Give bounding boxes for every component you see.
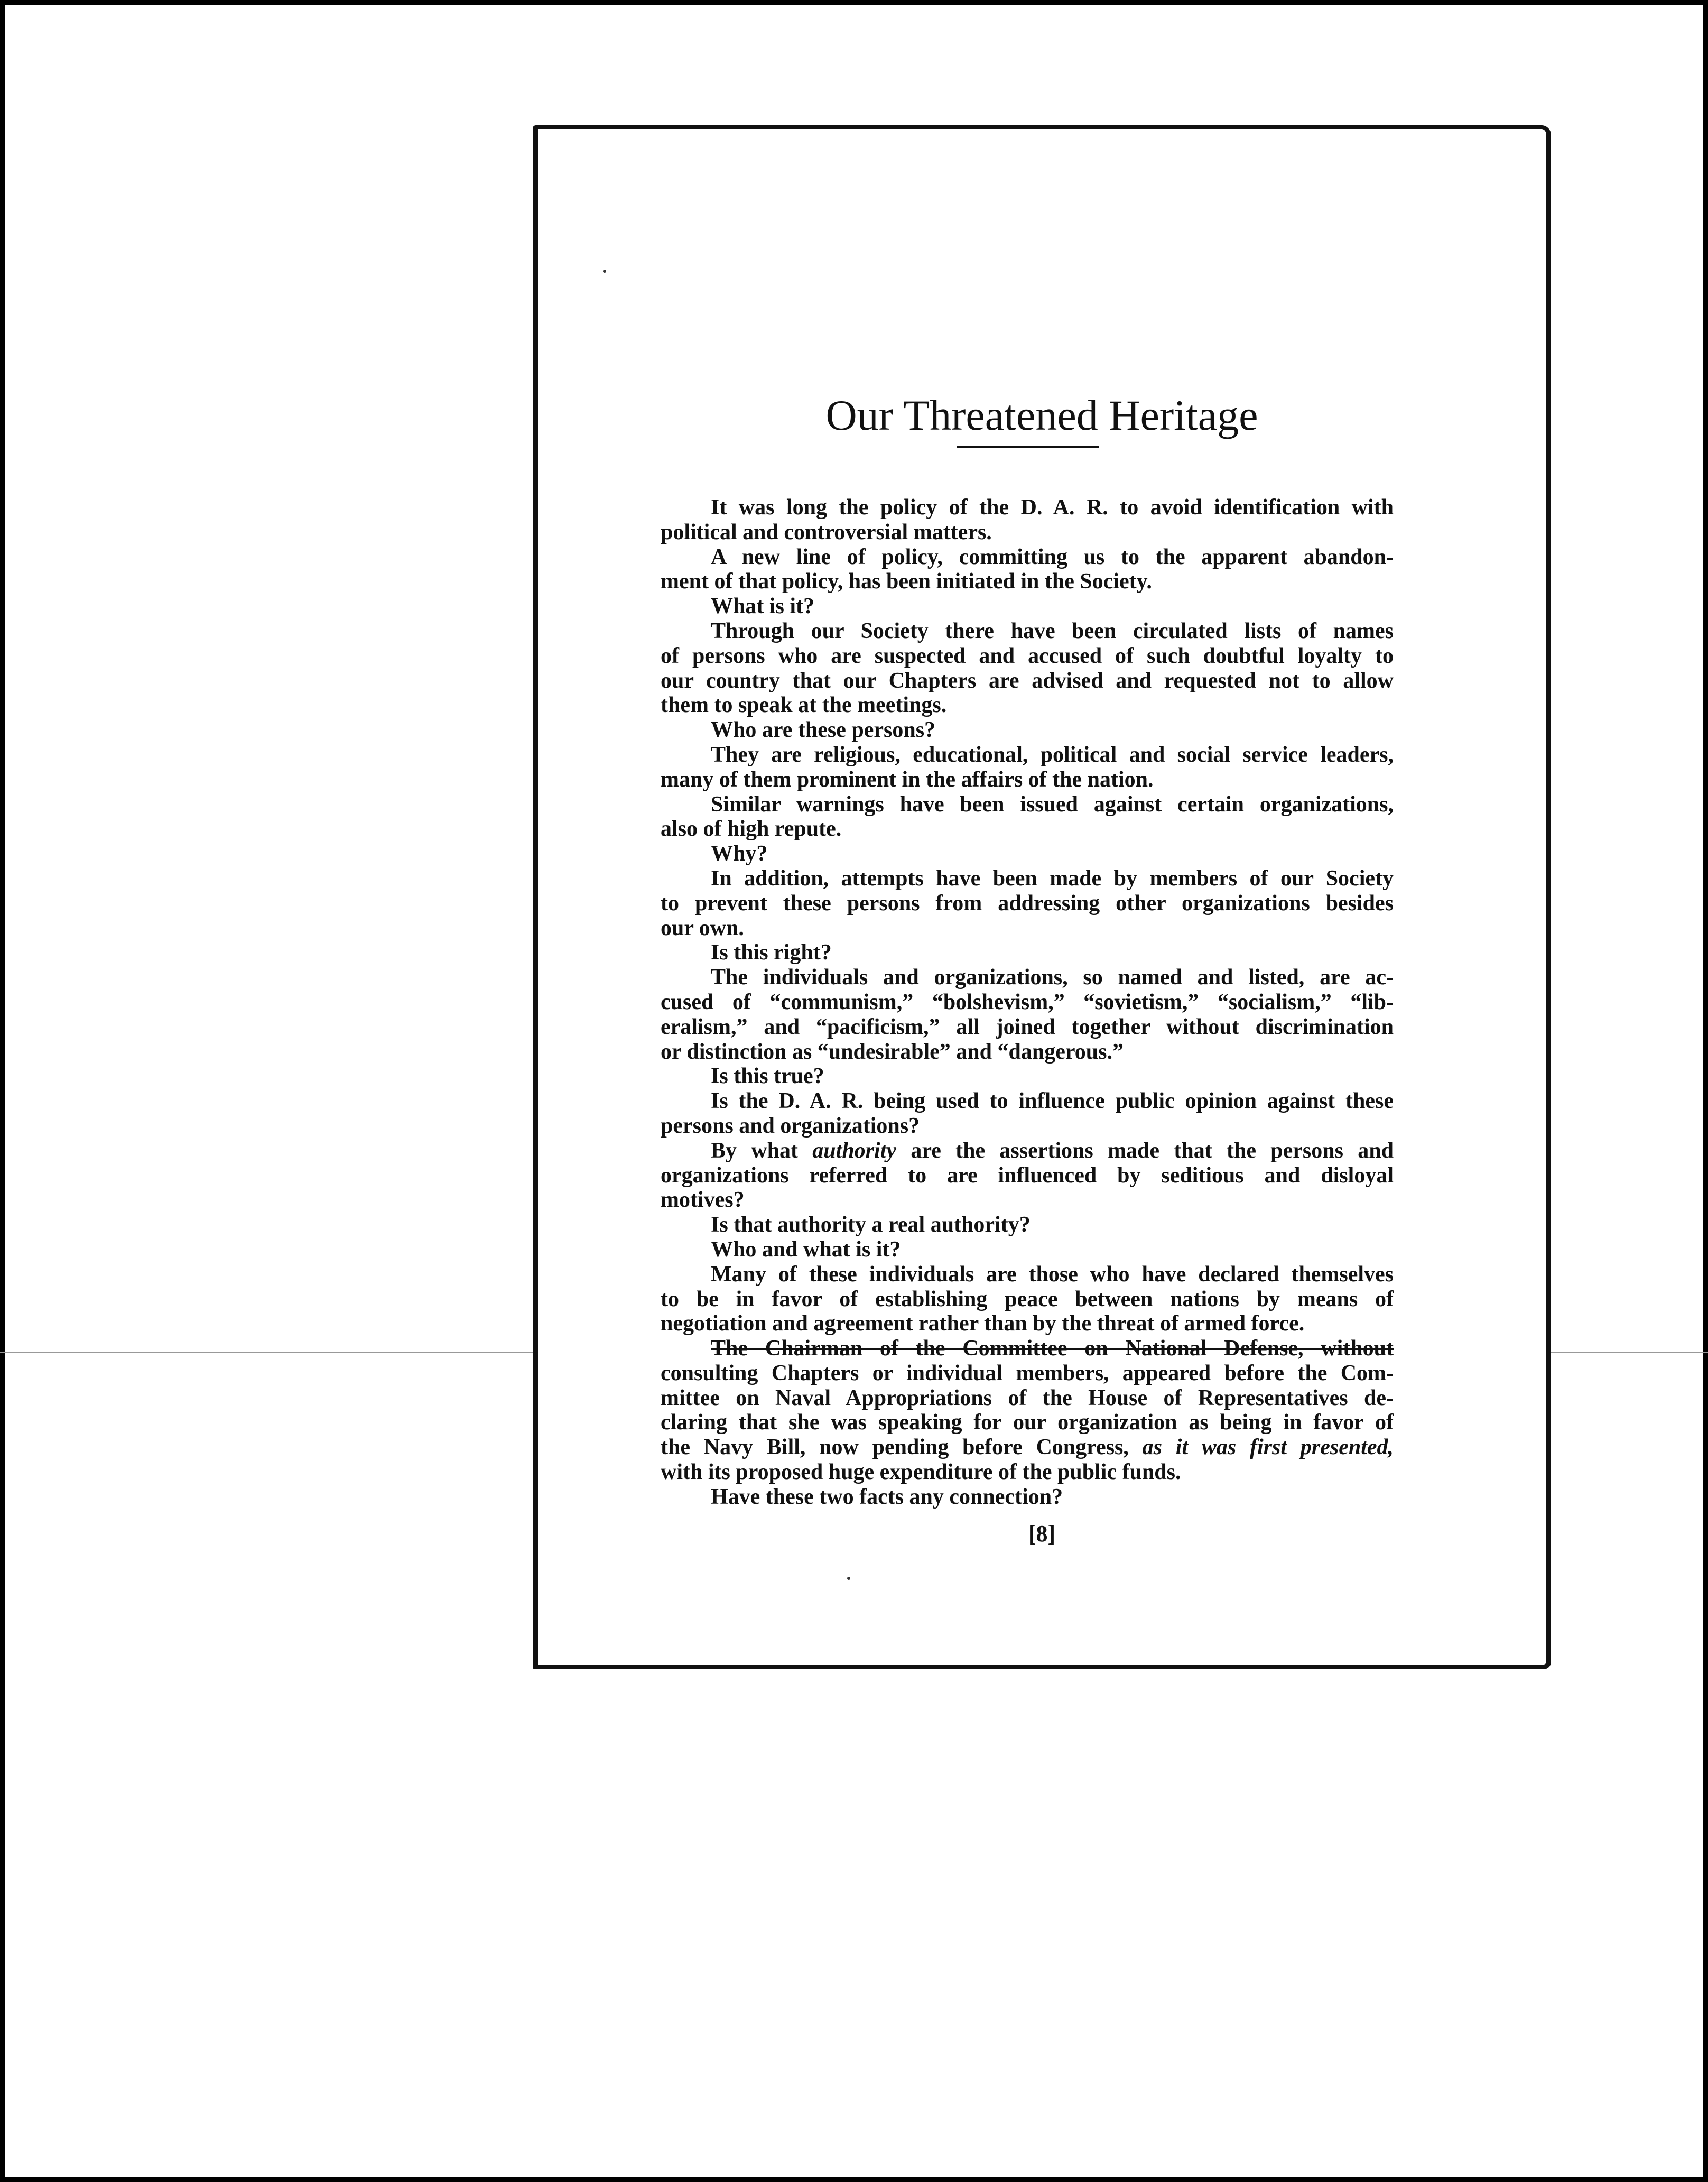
text-line: Who are these persons? [711, 718, 936, 743]
paragraph [661, 1213, 1394, 1237]
paragraph [661, 1139, 1394, 1213]
page-number: [8] [1028, 1521, 1056, 1547]
text-line: A new line of policy, committing us to the apparent abandon- [711, 544, 1394, 569]
paragraph [661, 866, 1394, 940]
document-title: Our Threatened Heritage [825, 391, 1258, 439]
paragraph [661, 792, 1394, 842]
paragraph [661, 594, 1394, 619]
text-segment: the Navy Bill, now pending before Congress, [661, 1435, 1143, 1460]
text-line: mittee on Naval Appropriations of the House of Representatives de- [661, 1385, 1394, 1410]
paragraph [661, 1064, 1394, 1089]
text-line: claring that she was speaking for our organization as being in favor of [661, 1410, 1394, 1435]
text-line: What is it? [711, 594, 815, 619]
paragraph [661, 940, 1394, 965]
text-segment: By what [711, 1138, 813, 1163]
paragraph [661, 718, 1394, 743]
paragraph [661, 495, 1394, 545]
text-line: of persons who are suspected and accused of such doubtful loyalty to [661, 643, 1394, 668]
text-line: Similar warnings have been issued against certain organizations, [711, 792, 1394, 817]
text-line: to be in favor of establishing peace between nations by means of [661, 1287, 1394, 1311]
paragraph [661, 965, 1394, 1064]
text-line: many of them prominent in the affairs of the nation. [661, 767, 1154, 792]
paragraph [661, 1485, 1394, 1510]
text-line: It was long the policy of the D. A. R. to avoid identification with [711, 495, 1394, 520]
text-line: motives? [661, 1188, 745, 1213]
text-line: ment of that policy, has been initiated in the Society. [661, 569, 1152, 594]
text-line: Is this right? [711, 940, 832, 965]
italic-text: authority [812, 1138, 897, 1163]
paragraph [661, 743, 1394, 792]
text-line: or distinction as “undesirable” and “dangerous.” [661, 1039, 1124, 1064]
crop-mark [1551, 1352, 1708, 1353]
paragraph [661, 545, 1394, 595]
text-line: our own. [661, 916, 744, 940]
text-line [661, 1435, 1394, 1460]
text-line: our country that our Chapters are advised and requested not to allow [661, 668, 1394, 693]
text-line: also of high repute. [661, 817, 842, 842]
paragraph [661, 1089, 1394, 1139]
text-line [661, 1336, 1394, 1361]
text-line: to prevent these persons from addressing other organizations besides [661, 891, 1394, 916]
text-line: negotiation and agreement rather than by the threat of armed force. [661, 1311, 1305, 1336]
paragraph [661, 1336, 1394, 1485]
text-line: eralism,” and “pacificism,” all joined together without discrimination [661, 1014, 1394, 1039]
speck [847, 1577, 850, 1580]
text-line: them to speak at the meetings. [661, 693, 947, 718]
paragraph [661, 842, 1394, 866]
text-line [661, 1139, 1394, 1163]
text-line: Many of these individuals are those who have declared themselves [711, 1262, 1394, 1287]
text-line: They are religious, educational, political and social service leaders, [711, 742, 1394, 767]
text-line: cused of “communism,” “bolshevism,” “sovietism,” “socialism,” “lib- [661, 990, 1394, 1014]
text-line: In addition, attempts have been made by members of our Society [711, 866, 1394, 891]
text-line: Is the D. A. R. being used to influence public opinion against these [711, 1089, 1394, 1114]
crop-mark [0, 1352, 533, 1353]
document-body [661, 495, 1394, 1510]
text-line: The individuals and organizations, so named and listed, are ac- [711, 965, 1394, 990]
text-line: Why? [711, 842, 768, 866]
text-line: persons and organizations? [661, 1113, 920, 1138]
text-line: organizations referred to are influenced by seditious and disloyal [661, 1163, 1394, 1188]
struck-text: The Chairman of the Committee on National Defense, without [711, 1336, 1394, 1361]
text-line: Have these two facts any connection? [711, 1484, 1063, 1509]
text-segment: are the assertions made that the persons and [896, 1138, 1394, 1163]
text-line: consulting Chapters or individual members, appeared before the Com- [661, 1361, 1394, 1385]
paragraph [661, 619, 1394, 718]
text-line: Who and what is it? [711, 1237, 901, 1262]
paragraph [661, 1237, 1394, 1262]
speck [603, 270, 606, 273]
text-line: with its proposed huge expenditure of the public funds. [661, 1460, 1181, 1485]
text-line: Is this true? [711, 1064, 824, 1089]
text-line: Is that authority a real authority? [711, 1213, 1031, 1237]
title-divider [957, 446, 1099, 448]
paragraph [661, 1262, 1394, 1336]
text-line: Through our Society there have been circulated lists of names [711, 618, 1394, 643]
italic-text: as it was first presented, [1142, 1435, 1394, 1460]
text-line: political and controversial matters. [661, 520, 992, 544]
